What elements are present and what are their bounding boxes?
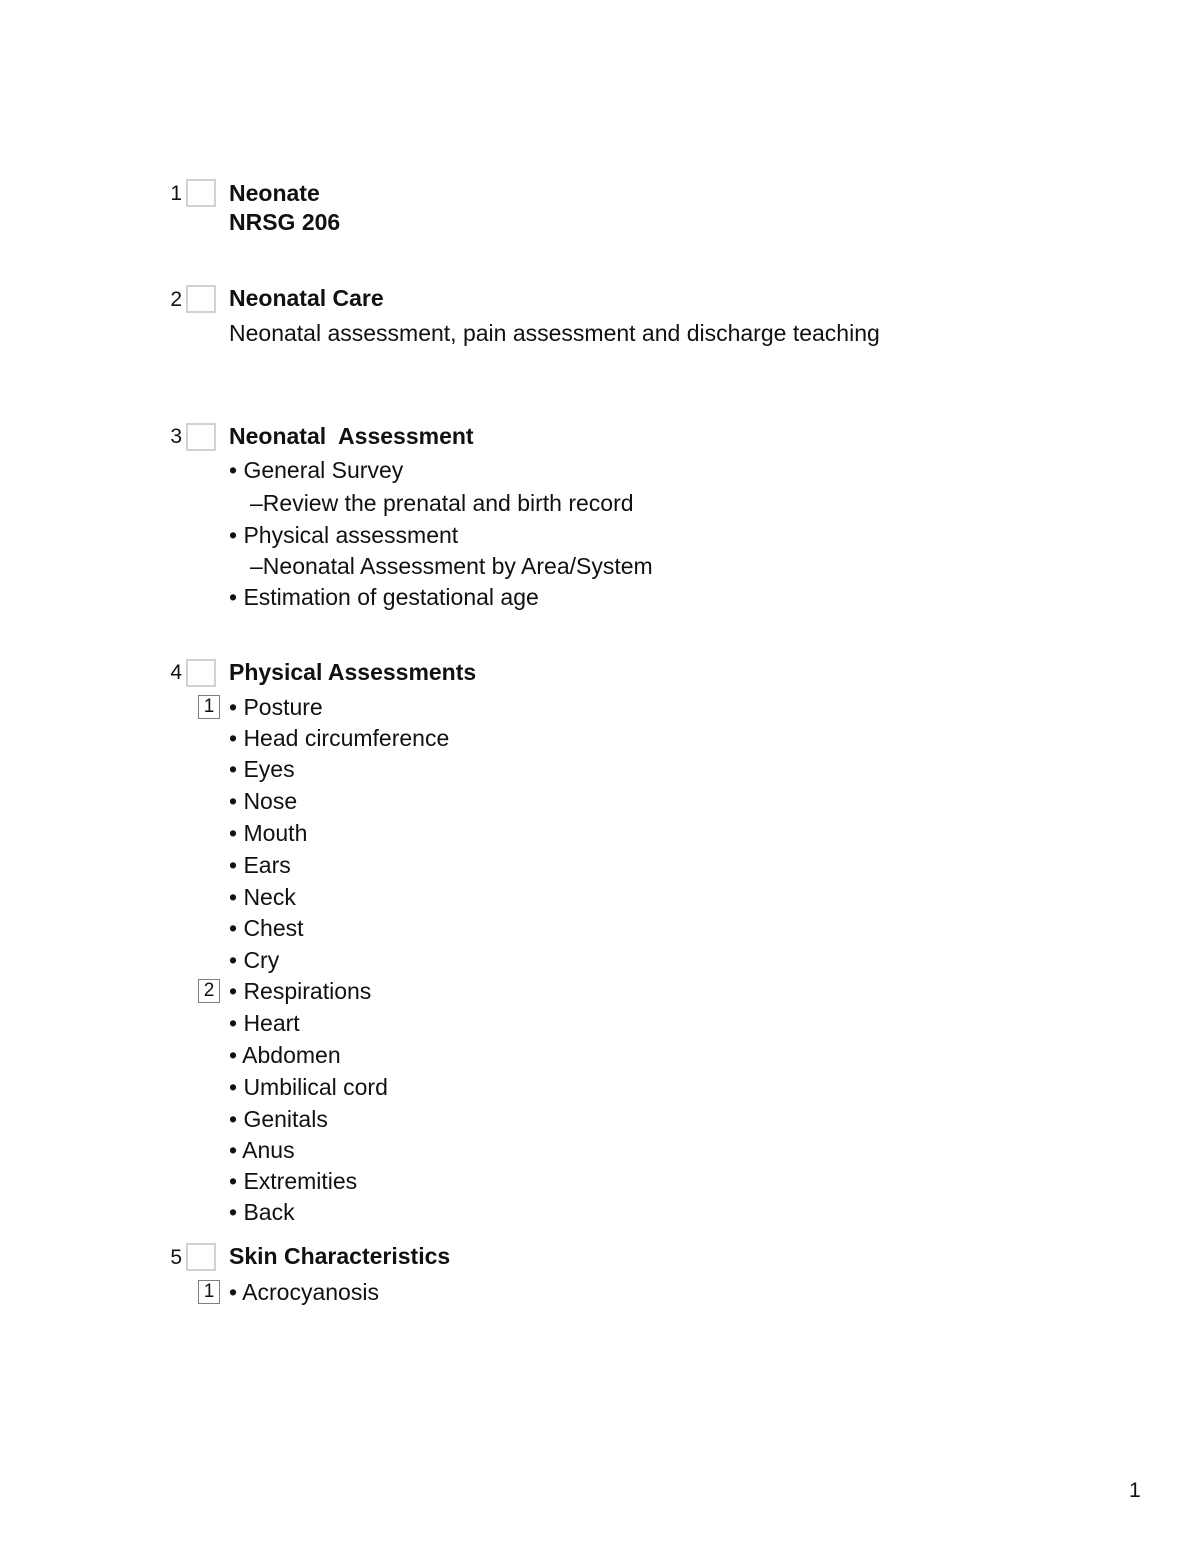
slide-number: 4 xyxy=(170,661,182,684)
slide-number: 1 xyxy=(170,182,182,205)
slide-title: Neonatal Care xyxy=(229,285,384,311)
note-marker: 1 xyxy=(198,1280,220,1304)
bullet-item: • Neck xyxy=(229,884,296,910)
page-number: 1 xyxy=(1129,1479,1141,1502)
slide-thumbnail xyxy=(186,1243,216,1271)
sub-bullet-item: –Neonatal Assessment by Area/System xyxy=(250,553,653,579)
bullet-item: • Heart xyxy=(229,1010,300,1036)
bullet-item: • Abdomen xyxy=(229,1042,341,1068)
slide-title: Skin Characteristics xyxy=(229,1243,451,1269)
slide-thumbnail xyxy=(186,179,216,207)
bullet-item: • Anus xyxy=(229,1137,295,1163)
note-marker: 2 xyxy=(198,979,220,1003)
slide-thumbnail xyxy=(186,423,216,451)
slide-title: Physical Assessments xyxy=(229,659,477,685)
sub-bullet-item: –Review the prenatal and birth record xyxy=(250,490,634,516)
slide-number: 5 xyxy=(170,1246,182,1269)
bullet-item: • Posture xyxy=(229,694,323,720)
slide-subtitle: NRSG 206 xyxy=(229,209,341,235)
bullet-item: • Mouth xyxy=(229,820,308,846)
bullet-item: • Back xyxy=(229,1199,295,1225)
bullet-item: • Respirations xyxy=(229,978,372,1004)
slide-title: Neonatal Assessment xyxy=(229,423,474,449)
bullet-item: • General Survey xyxy=(229,457,404,483)
bullet-item: • Cry xyxy=(229,947,280,973)
slide-thumbnail xyxy=(186,285,216,313)
bullet-item: • Eyes xyxy=(229,756,295,782)
bullet-item: • Chest xyxy=(229,915,304,941)
note-marker: 1 xyxy=(198,695,220,719)
bullet-item: • Physical assessment xyxy=(229,522,459,548)
bullet-item: • Genitals xyxy=(229,1106,328,1132)
bullet-item: • Umbilical cord xyxy=(229,1074,388,1100)
bullet-item: • Acrocyanosis xyxy=(229,1279,379,1305)
slide-title: Neonate xyxy=(229,180,320,206)
bullet-item: • Estimation of gestational age xyxy=(229,584,539,610)
slide-number: 3 xyxy=(170,425,182,448)
slide-body-text: Neonatal assessment, pain assessment and discharge teaching xyxy=(229,320,880,346)
bullet-item: • Ears xyxy=(229,852,291,878)
bullet-item: • Extremities xyxy=(229,1168,358,1194)
slide-number: 2 xyxy=(170,288,182,311)
slide-thumbnail xyxy=(186,659,216,687)
bullet-item: • Head circumference xyxy=(229,725,450,751)
bullet-item: • Nose xyxy=(229,788,298,814)
